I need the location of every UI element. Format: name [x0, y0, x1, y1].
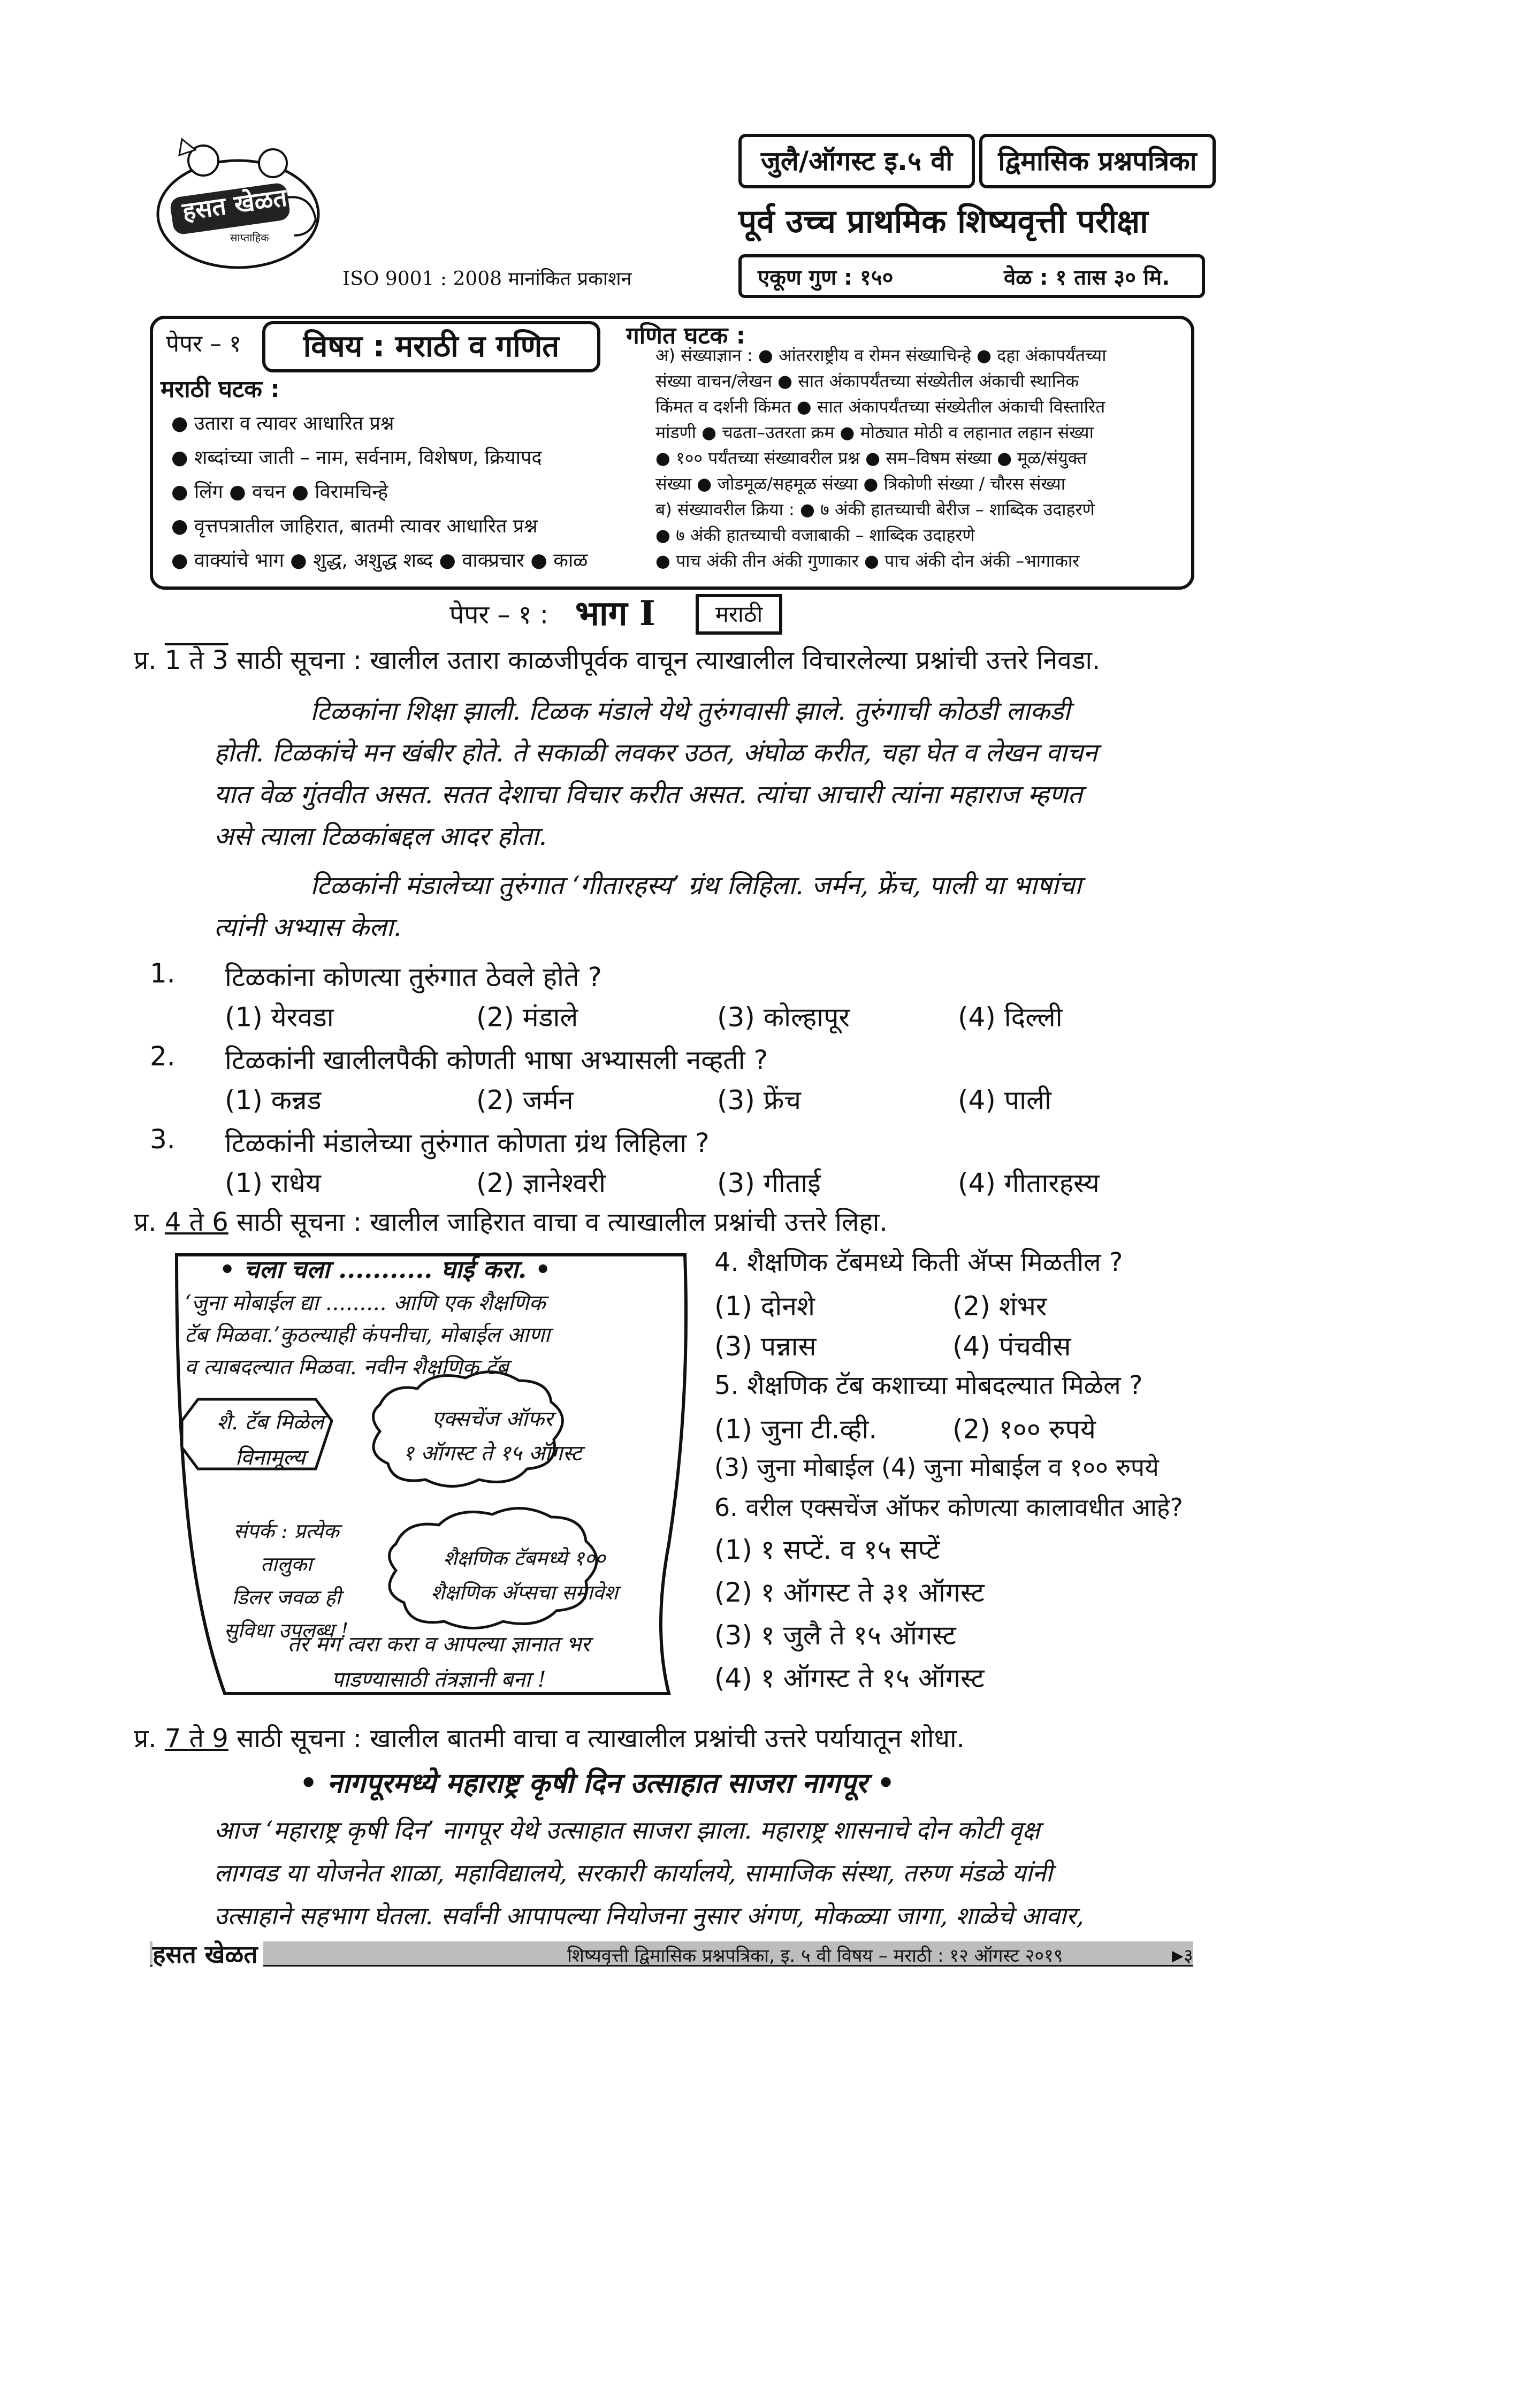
marathi-item: ● वाक्यांचे भाग ● शुद्ध, अशुद्ध शब्द ● वाक्प्रचार ● काळ: [171, 550, 588, 571]
ad-cloud-offer: [380, 1402, 605, 1470]
instruction-3: [134, 1720, 965, 1755]
math-items: [655, 342, 1191, 574]
question-text: टिळकांनी मंडालेच्या तुरुंगात कोणता ग्रंथ लिहिला ?: [225, 1127, 710, 1159]
marathi-items: [171, 407, 588, 578]
option[interactable]: (1) राधेय: [225, 1168, 321, 1199]
question-text: टिळकांनी खालीलपैकी कोणती भाषा अभ्यासली नव्हती ?: [225, 1045, 768, 1076]
question-text: 4. शैक्षणिक टॅबमध्ये किती ॲप्स मिळतील ?: [714, 1247, 1123, 1277]
subject-title: विषय : मराठी व गणित: [262, 321, 600, 372]
passage-line: यात वेळ गुंतवीत असत. सतत देशाचा विचार करीत असत. त्यांचा आचारी त्यांना महाराज म्हणत: [214, 780, 1082, 810]
marathi-item: ● उतारा व त्यावर आधारित प्रश्न: [171, 413, 394, 435]
ad-body: [185, 1287, 550, 1383]
ad-contact-line: डिलर जवळ ही: [232, 1586, 341, 1609]
option[interactable]: (1) दोनशे: [714, 1291, 815, 1322]
option[interactable]: (1) जुना टी.व्ही.: [714, 1414, 878, 1445]
math-line: ● पाच अंकी तीन अंकी गुणाकार ● पाच अंकी दोन अंकी –भागाकार: [655, 551, 1080, 571]
iso-label: ISO 9001 : 2008 मानांकित प्रकाशन: [342, 268, 632, 290]
instr-range: 4 ते 6: [164, 1207, 228, 1237]
paper-label: पेपर – १: [166, 330, 241, 357]
section-part: भाग I: [575, 593, 655, 634]
ad-body-line: ‘जुना मोबाईल द्या ......... आणि एक शैक्षणिक: [185, 1291, 546, 1315]
option[interactable]: (1) कन्नड: [225, 1085, 322, 1116]
math-line: अ) संख्याज्ञान : ● आंतरराष्ट्रीय व रोमन संख्याचिन्हे ● दहा अंकापर्यंतच्या: [655, 345, 1107, 365]
ad-cloud-apps: [396, 1541, 653, 1610]
math-line: ● १०० पर्यंतच्या संख्यावरील प्रश्न ● सम–विषम संख्या ● मूळ/संयुक्त: [655, 448, 1087, 468]
question-text: 5. शैक्षणिक टॅब कशाच्या मोबदल्यात मिळेल ?: [714, 1370, 1143, 1400]
exam-title: पूर्व उच्च प्राथमिक शिष्यवृत्ती परीक्षा: [738, 203, 1148, 240]
option[interactable]: (2) मंडाले: [476, 1002, 578, 1033]
passage-line: टिळकांनी मंडालेच्या तुरुंगात ‘गीतारहस्य’ ग्रंथ लिहिला. जर्मन, फ्रेंच, पाली या भाषांचा: [310, 871, 1082, 901]
question-text: 6. वरील एक्सचेंज ऑफर कोणत्या कालावधीत आहे?: [714, 1493, 1183, 1522]
passage-line: टिळकांना शिक्षा झाली. टिळक मंडाले येथे तुरुंगवासी झाले. तुरुंगाची कोठडी लाकडी: [310, 696, 1071, 726]
option[interactable]: (3) गीताई: [717, 1168, 821, 1199]
ad-cloud-line: १ ऑगस्ट ते १५ ऑगस्ट: [402, 1441, 582, 1466]
option[interactable]: (4) पाली: [958, 1085, 1051, 1116]
news-line: लागवड या योजनेत शाळा, महाविद्यालये, सरकारी कार्यालये, सामाजिक संस्था, तरुण मंडळे यांनी: [214, 1858, 1053, 1887]
instruction-2: [134, 1204, 888, 1239]
news-title: • नागपूरमध्ये महाराष्ट्र कृषी दिन उत्साहात साजरा नागपूर •: [300, 1767, 895, 1800]
option[interactable]: (3) फ्रेंच: [717, 1085, 802, 1116]
ad-octagon-line: विनामूल्य: [235, 1445, 306, 1470]
section-subject: मराठी: [696, 594, 782, 635]
logo-subtext: साप्ताहिक: [230, 231, 269, 244]
math-line: ब) संख्यावरील क्रिया : ● ७ अंकी हातच्याची बेरीज – शाब्दिक उदाहरणे: [655, 499, 1095, 520]
ad-octagon-line: शै. टॅब मिळेल: [216, 1410, 324, 1435]
marathi-item: ● लिंग ● वचन ● विरामचिन्हे: [171, 481, 388, 503]
option[interactable]: (4) पंचवीस: [952, 1331, 1071, 1362]
instr-range: 7 ते 9: [164, 1724, 228, 1754]
passage-line: असे त्याला टिळकांबद्दल आदर होता.: [214, 821, 547, 851]
question-number: 1.: [150, 958, 176, 989]
ad-footer-line: तर मग त्वरा करा व आपल्या ज्ञानात भर: [287, 1632, 590, 1657]
section-label: पेपर – १ :: [449, 600, 549, 630]
ad-footer-line: पाडण्यासाठी तंत्रज्ञानी बना !: [331, 1667, 546, 1692]
option[interactable]: (2) शंभर: [952, 1291, 1047, 1322]
option[interactable]: (4) गीतारहस्य: [958, 1168, 1100, 1199]
question-number: 2.: [150, 1041, 176, 1072]
footer-brand: हसत खेळत: [152, 1937, 263, 1970]
page-number: ३: [1184, 1945, 1193, 1967]
option[interactable]: (2) ज्ञानेश्वरी: [476, 1168, 606, 1199]
instr-text: साठी सूचना : खालील जाहिरात वाचा व त्याखालील प्रश्नांची उत्तरे लिहा.: [237, 1207, 888, 1237]
ad-octagon-text: [198, 1405, 342, 1475]
page-marker-icon: ▶: [1172, 1947, 1184, 1964]
option[interactable]: (3) कोल्हापूर: [717, 1002, 850, 1033]
instr-text: साठी सूचना : खालील उतारा काळजीपूर्वक वाचून त्याखालील विचारलेल्या प्रश्नांची उत्तरे निवडा.: [237, 645, 1101, 675]
passage-line: होती. टिळकांचे मन खंबीर होते. ते सकाळी लवकर उठत, अंघोळ करीत, चहा घेत व लेखन वाचन: [214, 738, 1097, 768]
option[interactable]: (2) १ ऑगस्ट ते ३१ ऑगस्ट: [714, 1577, 985, 1608]
news-line: आज ‘महाराष्ट्र कृषी दिन’ नागपूर येथे उत्साहात साजरा झाला. महाराष्ट्र शासनाचे दोन कोटी वृक्ष: [214, 1816, 1040, 1845]
ad-footer: [235, 1627, 642, 1697]
math-line: ● ७ अंकी हातच्याची वजाबाकी – शाब्दिक उदाहरणे: [655, 525, 975, 545]
total-marks: एकूण गुण : १५०: [758, 265, 894, 290]
option[interactable]: (4) १ ऑगस्ट ते १५ ऑगस्ट: [714, 1663, 985, 1694]
ad-body-line: टॅब मिळवा.’कुठल्याही कंपनीचा, मोबाईल आणा: [185, 1323, 550, 1347]
math-heading: गणित घटक :: [626, 322, 746, 349]
option[interactable]: (1) १ सप्टें. व १५ सप्टें: [714, 1534, 940, 1565]
instr-range: 1 ते 3: [164, 645, 228, 675]
ad-contact-line: सुविधा उपलब्ध !: [224, 1619, 349, 1642]
option[interactable]: (3) जुना मोबाईल (4) जुना मोबाईल व १०० रुपये: [714, 1453, 1159, 1482]
ad-headline: • चला चला ........... घाई करा. •: [219, 1255, 551, 1284]
option[interactable]: (1) येरवडा: [225, 1002, 334, 1033]
instr-prefix: प्र.: [134, 1724, 157, 1754]
news-body: [214, 1809, 1209, 1937]
exam-time: वेळ : १ तास ३० मि.: [1004, 265, 1170, 290]
math-line: संख्या वाचन/लेखन ● सात अंकापर्यंतच्या संख्येतील अंकाची स्थानिक: [655, 371, 1079, 391]
footer-text: शिष्यवृत्ती द्विमासिक प्रश्नपत्रिका, इ. ५ वी विषय – मराठी : १२ ऑगस्ट २०१९: [567, 1945, 1063, 1967]
passage-line: त्यांनी अभ्यास केला.: [214, 912, 402, 942]
ad-cloud-line: शैक्षणिक ॲप्सचा समावेश: [431, 1581, 618, 1604]
ad-cloud-line: शैक्षणिक टॅबमध्ये १००: [443, 1546, 606, 1570]
instr-text: साठी सूचना : खालील बातमी वाचा व त्याखालील प्रश्नांची उत्तरे पर्यायातून शोधा.: [237, 1724, 965, 1754]
option[interactable]: (3) १ जुलै ते १५ ऑगस्ट: [714, 1620, 956, 1651]
option[interactable]: (2) १०० रुपये: [952, 1414, 1096, 1445]
ad-cloud-line: एक्सचेंज ऑफर: [431, 1407, 553, 1431]
math-line: मांडणी ● चढता–उतरता क्रम ● मोठ्यात मोठी व लहानात लहान संख्या: [655, 422, 1094, 443]
marks-time-box: [738, 254, 1205, 298]
marathi-item: ● शब्दांच्या जाती – नाम, सर्वनाम, विशेषण, क्रियापद: [171, 447, 542, 469]
exam-month: जुलै/ऑगस्ट इ.५ वी: [738, 134, 975, 188]
instr-prefix: प्र.: [134, 645, 157, 675]
logo-text: हसत खेळत: [180, 182, 289, 226]
option[interactable]: (2) जर्मन: [476, 1085, 574, 1116]
option[interactable]: (4) दिल्ली: [958, 1002, 1063, 1033]
instruction-1: [134, 642, 1100, 677]
marathi-heading: मराठी घटक :: [161, 376, 280, 403]
question-text: टिळकांना कोणत्या तुरुंगात ठेवले होते ?: [225, 962, 602, 993]
marathi-item: ● वृत्तपत्रातील जाहिरात, बातमी त्यावर आधारित प्रश्न: [171, 515, 538, 537]
passage: [214, 690, 1204, 948]
option[interactable]: (3) पन्नास: [714, 1331, 817, 1362]
question-number: 3.: [150, 1124, 176, 1155]
math-line: किंमत व दर्शनी किंमत ● सात अंकापर्यंतच्या संख्येतील अंकाची विस्तारित: [655, 397, 1105, 417]
news-line: उत्साहाने सहभाग घेतला. सर्वांनी आपापल्या नियोजना नुसार अंगण, मोकळ्या जागा, शाळेचे आवार,: [214, 1901, 1084, 1930]
math-line: संख्या ● जोडमूळ/सहमूळ संख्या ● त्रिकोणी संख्या / चौरस संख्या: [655, 474, 1066, 494]
paper-type: द्विमासिक प्रश्नपत्रिका: [979, 134, 1216, 188]
ad-body-line: व त्याबदल्यात मिळवा. नवीन शैक्षणिक टॅब: [185, 1355, 509, 1380]
ad-contact-line: संपर्क : प्रत्येक तालुका: [233, 1519, 339, 1576]
instr-prefix: प्र.: [134, 1207, 157, 1237]
logo: [150, 134, 326, 278]
